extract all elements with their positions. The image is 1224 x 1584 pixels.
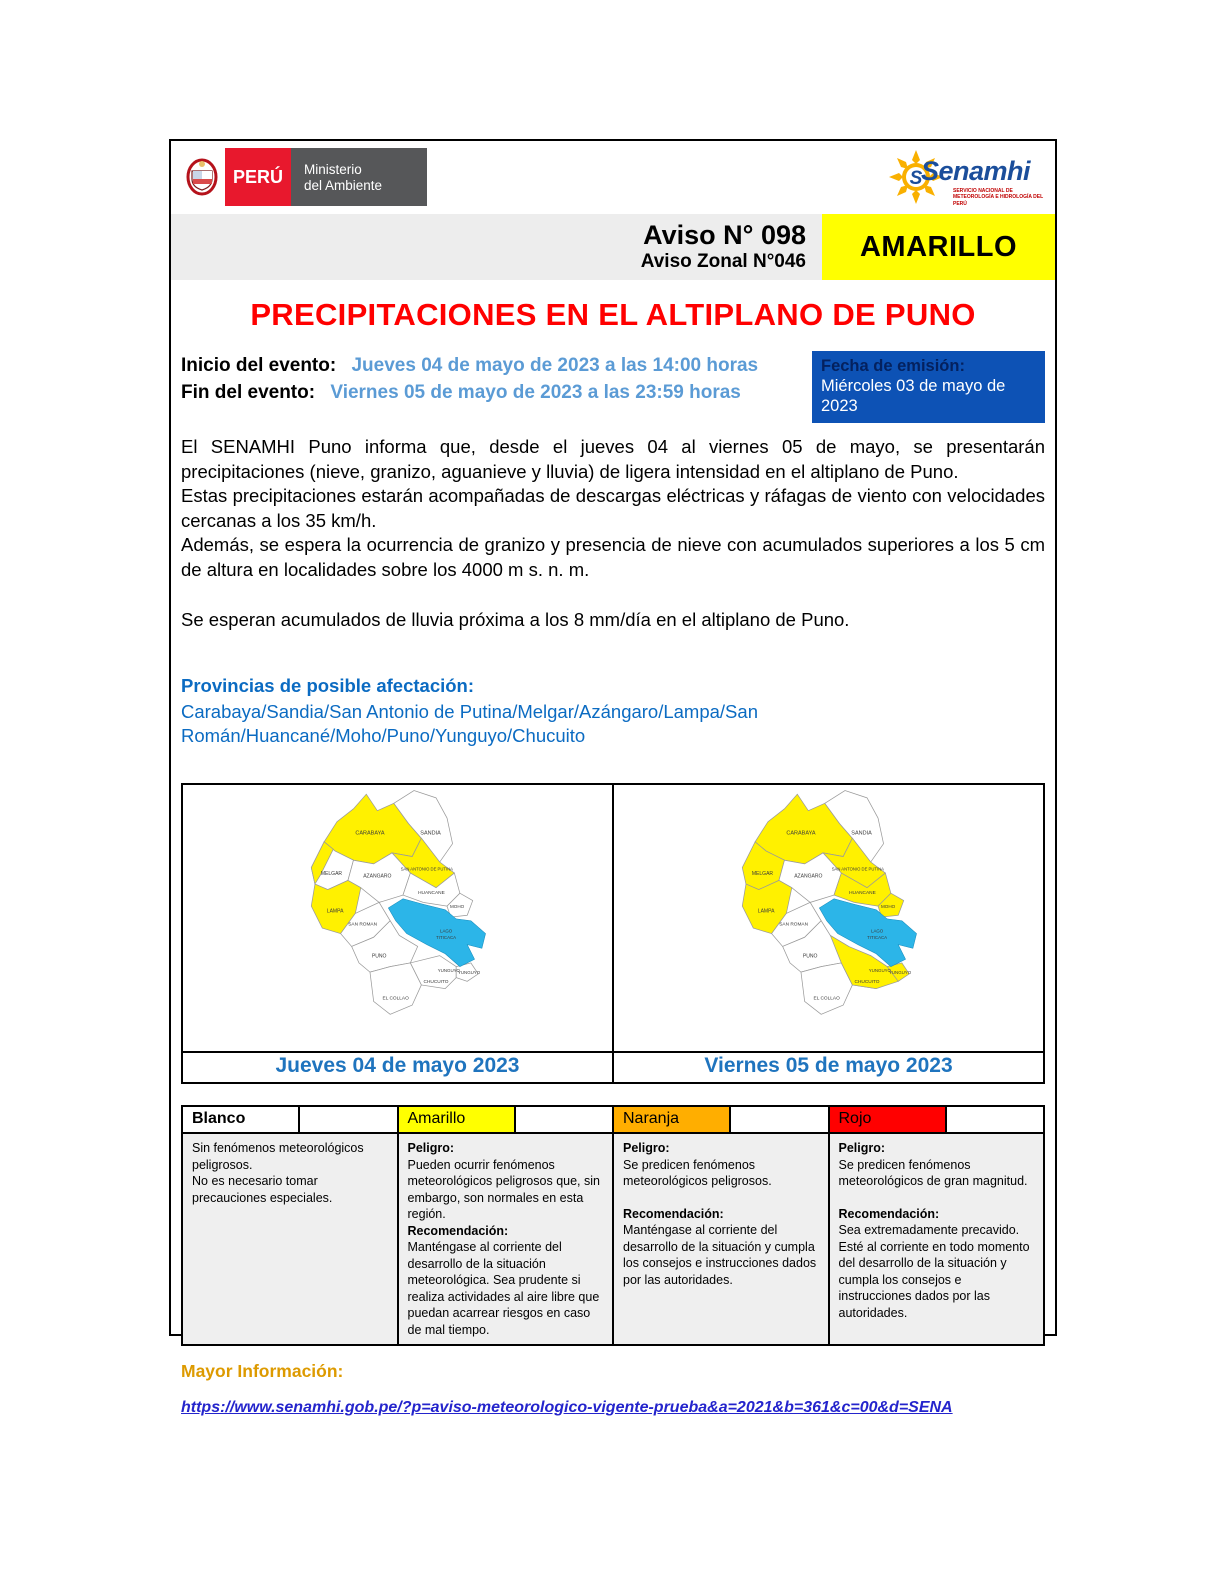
map-label-titicaca: TITICACA — [867, 935, 888, 941]
svg-text:S: S — [909, 168, 923, 189]
body-paragraph-4: Se esperan acumulados de lluvia próxima a los 8 mm/día en el altiplano de Puno. — [181, 608, 850, 630]
map-label-titicaca: TITICACA — [436, 935, 457, 941]
recomendacion-text: Sea extremadamente precavido. Esté al corriente en todo momento del desarrollo de la situación y cumpla los consejos e instrucciones dados por las autoridades. — [838, 1223, 1030, 1320]
map-label-puno: PUNO — [371, 953, 387, 960]
map-label-yunguyo-2: YUNGUYO — [888, 970, 912, 976]
map-day2 — [614, 785, 1043, 1051]
recomendacion-label: Recomendación: — [838, 1206, 940, 1221]
map-label-sandia: SANDIA — [420, 830, 441, 837]
map-label-lago: LAGO — [440, 928, 453, 934]
ministry-line1: Ministerio — [304, 162, 362, 177]
advisory-numbers — [171, 214, 822, 280]
senamhi-subtitle: SERVICIO NACIONAL DE METEOROLOGÍA E HIDROLOGÍA DEL PERÚ — [953, 188, 1044, 207]
legend-blanco-line2: No es necesario tomar precauciones especiales. — [192, 1174, 333, 1205]
map-label-putina: SAN ANTONIO DE PUTINA — [400, 866, 453, 872]
map-label-sanroman: SAN ROMAN — [779, 922, 809, 928]
legend-header-naranja — [614, 1107, 828, 1134]
map-label-lampa: LAMPA — [326, 908, 344, 915]
legend-swatch-blanco: Blanco — [183, 1107, 300, 1132]
legend-header-spacer — [731, 1107, 827, 1132]
provinces-section — [181, 674, 1045, 747]
body-paragraph-2: Estas precipitaciones estarán acompañadas de descargas eléctricas y ráfagas de viento con velocidades cercanas a los 35 km/h. — [181, 485, 1045, 531]
advisory-number: Aviso N° 098 — [643, 220, 806, 250]
provinces-list: Carabaya/Sandia/San Antonio de Putina/Melgar/Azángaro/Lampa/San Román/Huancané/Moho/Puno/Yunguyo/Chucuito — [181, 700, 758, 746]
map-label-moho: MOHO — [880, 904, 896, 910]
puno-map-day1 — [183, 785, 612, 1051]
event-start-label: Inicio del evento: — [181, 355, 337, 376]
body-paragraph-3: Además, se espera la ocurrencia de granizo y presencia de nieve con acumulados superiores a los 5 cm de altura en localidades sobre los 4000 m s. n. m. — [181, 534, 1045, 580]
legend-column-naranja — [614, 1107, 830, 1344]
alert-legend-table — [181, 1105, 1045, 1346]
legend-column-rojo — [830, 1107, 1044, 1344]
provinces-heading: Provincias de posible afectación: — [181, 675, 475, 697]
maps-row — [183, 785, 1043, 1051]
map-label-yunguyo-1: YUNGUYO — [868, 968, 891, 974]
peligro-label: Peligro: — [838, 1141, 886, 1156]
alert-level-badge — [822, 214, 1055, 280]
legend-blanco-line1: Sin fenómenos meteorológicos peligrosos. — [192, 1141, 364, 1172]
peru-ministry-logo — [179, 148, 427, 206]
map-label-lampa: LAMPA — [757, 908, 775, 915]
map-label-sanroman: SAN ROMAN — [348, 922, 378, 928]
peligro-label: Peligro: — [623, 1141, 670, 1156]
legend-header-blanco — [183, 1107, 397, 1134]
legend-body-rojo — [830, 1134, 1044, 1344]
recomendacion-text: Manténgase al corriente del desarrollo de la situación meteorológica. Sea prudente si realiza actividades al aire libre que puedan acarrear riesgos en caso de mal tiempo. — [407, 1240, 600, 1337]
peligro-label: Peligro: — [407, 1141, 455, 1156]
map-label-puno: PUNO — [802, 953, 818, 960]
map-label-elcollao: EL COLLAO — [813, 996, 840, 1002]
legend-swatch-rojo: Rojo — [830, 1107, 947, 1132]
map-label-chucuito: CHUCUITO — [854, 980, 880, 986]
event-start-value: Jueves 04 de mayo de 2023 a las 14:00 horas — [351, 355, 759, 376]
peligro-text: Se predicen fenómenos meteorológicos de gran magnitud. — [838, 1157, 1028, 1189]
legend-header-spacer — [516, 1107, 612, 1132]
map-caption-day2: Viernes 05 de mayo 2023 — [704, 1054, 953, 1078]
puno-map-day2 — [614, 785, 1043, 1051]
legend-column-blanco — [183, 1107, 399, 1344]
advisory-body — [181, 435, 1045, 632]
peru-coat-of-arms-icon — [179, 148, 225, 206]
map-label-carabaya: CARABAYA — [355, 830, 385, 837]
legend-swatch-amarillo: Amarillo — [399, 1107, 516, 1132]
map-label-lago: LAGO — [871, 928, 884, 934]
map-label-moho: MOHO — [449, 904, 465, 910]
legend-body-naranja — [614, 1134, 828, 1344]
legend-header-amarillo — [399, 1107, 613, 1134]
event-info — [181, 355, 1045, 421]
legend-body-amarillo — [399, 1134, 613, 1344]
more-info-link[interactable]: https://www.senamhi.gob.pe/?p=aviso-meteorologico-vigente-prueba&a=2021&b=361&c=00&d=SENA — [181, 1399, 953, 1417]
legend-header-spacer — [300, 1107, 396, 1132]
map-label-melgar: MELGAR — [320, 871, 343, 878]
alert-level-label: AMARILLO — [859, 230, 1018, 263]
map-label-huancane: HUANCANE — [849, 891, 876, 897]
advisory-document — [169, 139, 1057, 1417]
legend-header-rojo — [830, 1107, 1044, 1134]
peru-label: PERÚ — [232, 166, 283, 187]
legend-body-blanco — [183, 1134, 397, 1344]
map-day1 — [183, 785, 614, 1051]
senamhi-wordmark: Senamhi — [921, 156, 1031, 186]
peru-wordmark — [225, 148, 291, 206]
map-label-sandia: SANDIA — [851, 830, 872, 837]
legend-column-amarillo — [399, 1107, 615, 1344]
page-title: PRECIPITACIONES EN EL ALTIPLANO DE PUNO — [250, 297, 976, 332]
map-captions — [183, 1051, 1043, 1082]
event-end-label: Fin del evento: — [181, 382, 316, 403]
map-label-carabaya: CARABAYA — [786, 830, 816, 837]
header — [171, 141, 1055, 211]
peligro-text: Se predicen fenómenos meteorológicos peligrosos. — [623, 1157, 772, 1189]
emission-date-label: Fecha de emisión: — [821, 357, 965, 375]
map-label-putina: SAN ANTONIO DE PUTINA — [831, 866, 884, 872]
recomendacion-text: Manténgase al corriente del desarrollo de la situación y cumpla los consejos e instrucciones dados por las autoridades. — [623, 1223, 817, 1287]
recomendacion-label: Recomendación: — [407, 1223, 509, 1238]
legend-header-spacer — [947, 1107, 1043, 1132]
map-label-elcollao: EL COLLAO — [382, 996, 409, 1002]
map-label-azangaro: AZANGARO — [794, 873, 823, 880]
map-label-huancane: HUANCANE — [418, 891, 445, 897]
more-info-label: Mayor Información: — [181, 1361, 344, 1382]
recomendacion-label: Recomendación: — [623, 1206, 724, 1221]
advisory-band — [171, 214, 1055, 280]
map-caption-day1: Jueves 04 de mayo 2023 — [183, 1053, 614, 1082]
map-label-melgar: MELGAR — [751, 871, 774, 878]
advisory-zonal-number: Aviso Zonal N°046 — [640, 251, 806, 273]
map-label-yunguyo-2: YUNGUYO — [457, 970, 481, 976]
senamhi-logo — [887, 148, 1047, 210]
map-label-chucuito: CHUCUITO — [423, 980, 449, 986]
body-paragraph-1: El SENAMHI Puno informa que, desde el jueves 04 al viernes 05 de mayo, se presentarán precipitaciones (nieve, granizo, aguanieve y lluvia) de ligera intensidad en el altiplano de Puno. — [181, 436, 1045, 482]
emission-date-box — [812, 351, 1045, 423]
maps-panel — [181, 783, 1045, 1084]
ministry-line2: del Ambiente — [304, 177, 383, 193]
ministry-box — [291, 148, 427, 206]
event-end-value: Viernes 05 de mayo de 2023 a las 23:59 horas — [330, 382, 741, 403]
emission-date-value: Miércoles 03 de mayo de 2023 — [821, 377, 1006, 416]
legend-swatch-naranja: Naranja — [614, 1107, 731, 1132]
peligro-text: Pueden ocurrir fenómenos meteorológicos peligrosos que, sin embargo, son normales en esta región. — [407, 1157, 600, 1222]
map-label-azangaro: AZANGARO — [363, 873, 392, 880]
map-label-yunguyo-1: YUNGUYO — [437, 968, 460, 974]
